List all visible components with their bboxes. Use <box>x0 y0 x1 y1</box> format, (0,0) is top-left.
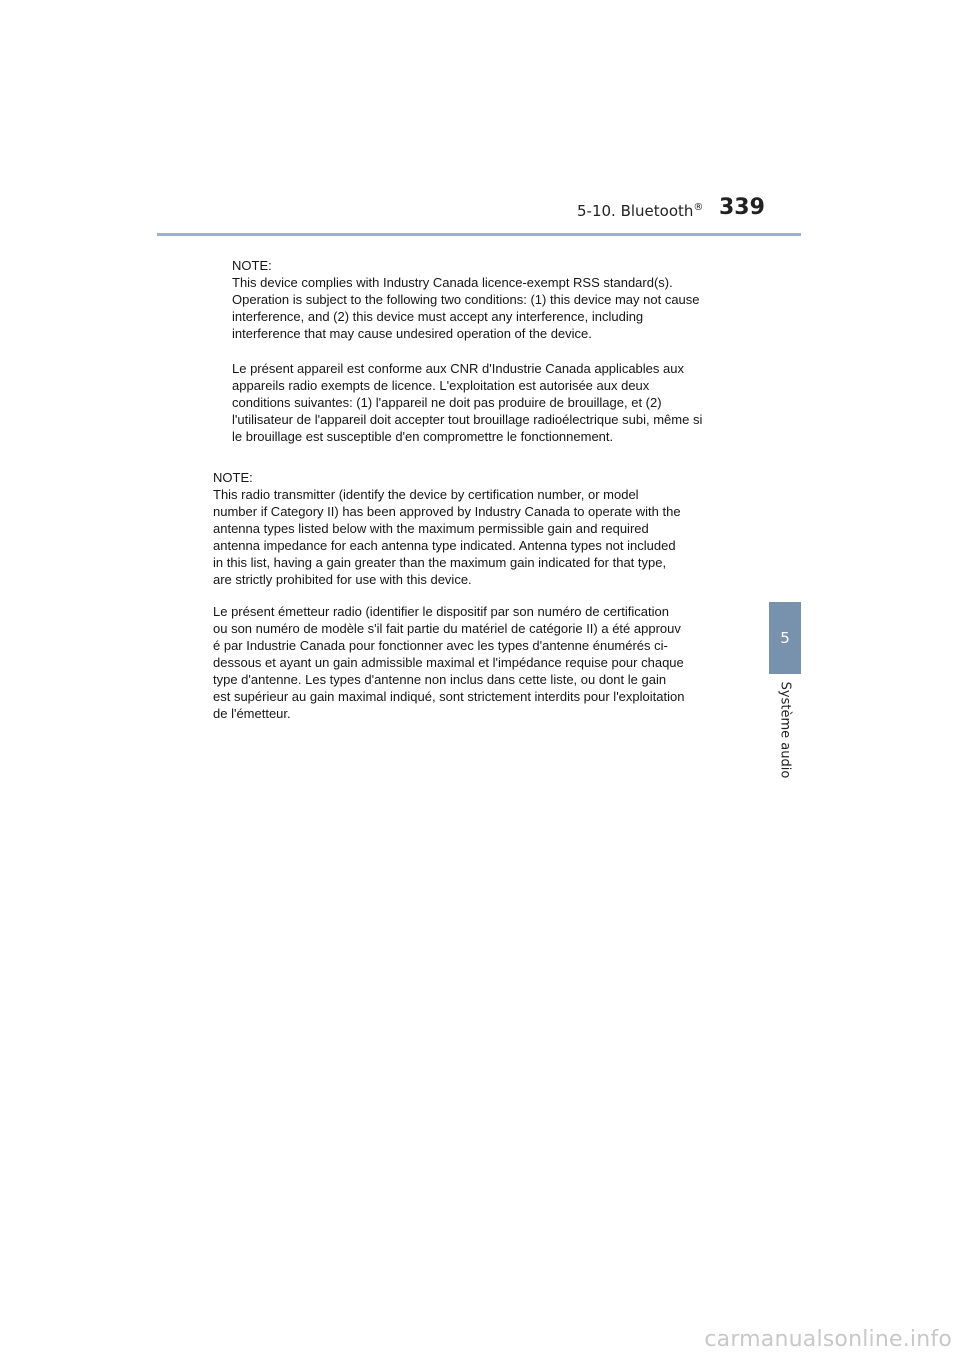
text-line: interference, and (2) this device must accept any interference, including <box>232 309 644 324</box>
text-line: de l'émetteur. <box>213 706 291 721</box>
text-line: in this list, having a gain greater than the maximum gain indicated for that type, <box>213 555 667 570</box>
text-line: are strictly prohibited for use with this device. <box>213 572 472 587</box>
text-line: This radio transmitter (identify the device by certification number, or model <box>213 487 639 502</box>
note-french-1 <box>232 360 702 445</box>
chapter-label-text: Système audio <box>777 681 793 779</box>
text-line: ou son numéro de modèle s'il fait partie du matériel de catégorie II) a été approuv <box>213 621 681 636</box>
text-line: NOTE: <box>213 470 253 485</box>
text-line: Le présent émetteur radio (identifier le dispositif par son numéro de certification <box>213 604 669 619</box>
note-english-2 <box>213 469 681 588</box>
text-line: est supérieur au gain maximal indiqué, sont strictement interdits pour l'exploitation <box>213 689 685 704</box>
text-line: antenna types listed below with the maximum permissible gain and required <box>213 521 649 536</box>
text-line: le brouillage est susceptible d'en compromettre le fonctionnement. <box>232 429 614 444</box>
text-line: dessous et ayant un gain admissible maximal et l'impédance requise pour chaque <box>213 655 684 670</box>
watermark: carmanualsonline.info <box>704 1327 952 1352</box>
page-header <box>0 0 960 240</box>
text-line: é par Industrie Canada pour fonctionner avec les types d'antenne énumérés ci- <box>213 638 668 653</box>
text-line: number if Category II) has been approved by Industry Canada to operate with the <box>213 504 681 519</box>
text-line: Operation is subject to the following two conditions: (1) this device may not cause <box>232 292 700 307</box>
text-line: Le présent appareil est conforme aux CNR d'Industrie Canada applicables aux <box>232 361 684 376</box>
text-line: This device complies with Industry Canada licence-exempt RSS standard(s). <box>232 275 673 290</box>
registered-mark: ® <box>693 202 704 213</box>
section-title <box>577 202 703 220</box>
text-line: appareils radio exempts de licence. L'exploitation est autorisée aux deux <box>232 378 650 393</box>
section-title-text: 5-10. Bluetooth <box>577 202 694 220</box>
text-line: type d'antenne. Les types d'antenne non inclus dans cette liste, ou dont le gain <box>213 672 667 687</box>
text-line: interference that may cause undesired operation of the device. <box>232 326 592 341</box>
note-english-1 <box>232 257 700 342</box>
text-line: l'utilisateur de l'appareil doit accepter tout brouillage radioélectrique subi, même si <box>232 412 703 427</box>
note-french-2 <box>213 603 684 722</box>
text-line: NOTE: <box>232 258 272 273</box>
chapter-tab: 5 <box>769 602 801 674</box>
text-line: conditions suivantes: (1) l'appareil ne doit pas produire de brouillage, et (2) <box>232 395 662 410</box>
header-divider <box>157 233 801 236</box>
page-number: 339 <box>719 195 765 220</box>
text-line: antenna impedance for each antenna type indicated. Antenna types not included <box>213 538 676 553</box>
